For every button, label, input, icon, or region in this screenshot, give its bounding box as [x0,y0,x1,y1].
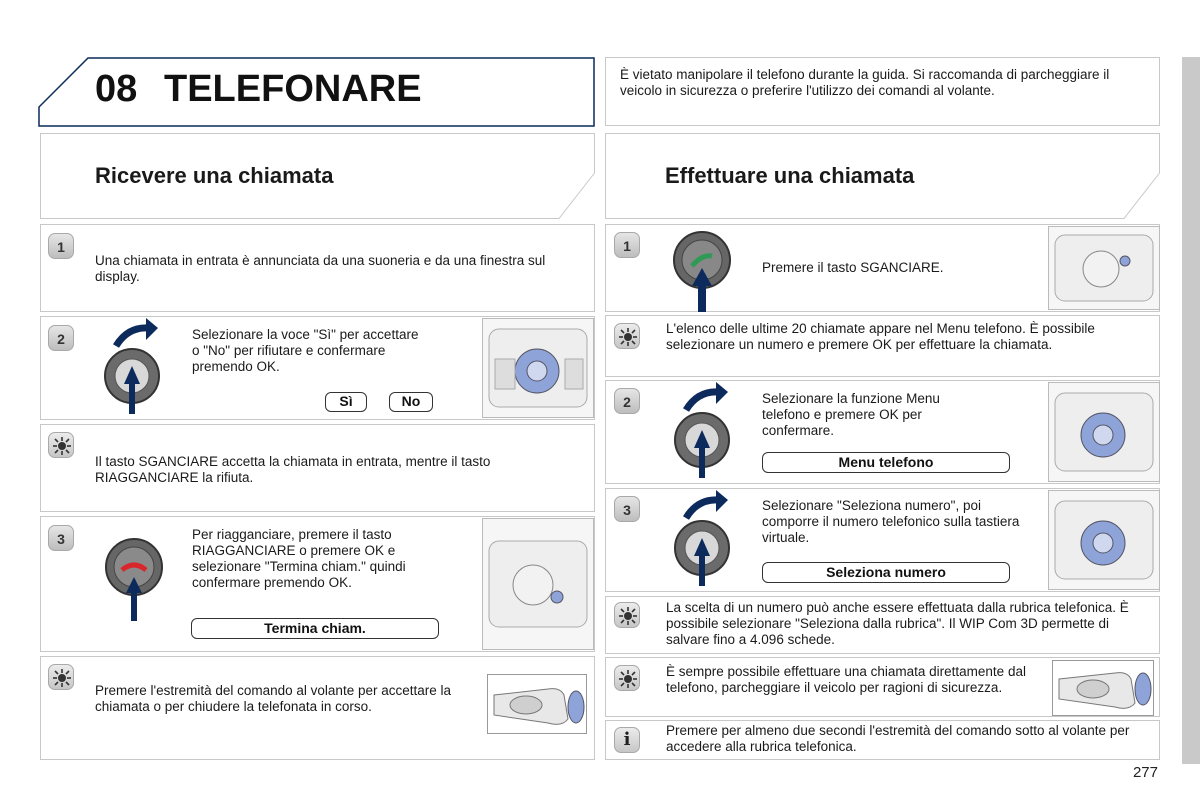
right-step2-text: Selezionare la funzione Menu telefono e premere OK per confermare. [762,391,940,438]
end-call-button[interactable]: Termina chiam. [191,618,439,639]
left-step3-text: Per riagganciare, premere il tasto RIAGGANCIARE o premere OK e selezionare "Termina chiam." quindi confermare premendo OK. [192,527,406,590]
steering-stalk-image [1052,660,1154,716]
left-step1-text: Una chiamata in entrata è annunciata da una suoneria e da una finestra sul display. [95,253,546,284]
tip-icon [614,323,640,349]
left-section-title: Ricevere una chiamata [95,163,334,188]
step-badge: 3 [614,496,640,522]
radio-panel-image [1048,226,1160,310]
right-info-text: Premere per almeno due secondi l'estremità del comando sotto al volante per accedere alla rubrica telefonica. [666,723,1130,754]
knob-rotate-icon [98,316,168,416]
radio-panel-image [1048,490,1160,590]
left-tip1-text: Il tasto SGANCIARE accetta la chiamata in entrata, mentre il tasto RIAGGANCIARE la rifiuta. [95,454,491,485]
no-button[interactable]: No [389,392,433,412]
page-number: 277 [1132,764,1158,781]
info-icon: i [614,727,640,753]
step-badge: 3 [48,525,74,551]
radio-panel-image [1048,382,1160,482]
hangup-button-icon [100,533,170,623]
tip-icon [614,665,640,691]
chapter-title: TELEFONARE [164,68,422,110]
yes-button[interactable]: Sì [325,392,367,412]
right-step1-text: Premere il tasto SGANCIARE. [762,260,944,275]
knob-rotate-icon [668,380,738,480]
right-tip1-text: L'elenco delle ultime 20 chiamate appare nel Menu telefono. È possibile selezionare un numero e premere OK per effettuare la chiamata. [666,321,1095,352]
chapter-number: 08 [95,68,138,110]
menu-phone-button[interactable]: Menu telefono [762,452,1010,473]
left-step2-text: Selezionare la voce "Sì" per accettare o "No" per rifiutare e confermare premendo OK. [192,327,419,374]
chapter-sidebar-tab [1182,57,1200,764]
right-step3-text: Selezionare "Seleziona numero", poi comporre il numero telefonico sulla tastiera virtuale. [762,498,1020,545]
step-badge: 2 [614,388,640,414]
step-badge: 2 [48,325,74,351]
right-section-title: Effettuare una chiamata [665,163,915,188]
steering-stalk-image [487,674,587,734]
knob-rotate-icon [668,488,738,588]
tip-icon [48,664,74,690]
warning-text: È vietato manipolare il telefono durante la guida. Si raccomanda di parcheggiare il veicolo in sicurezza o preferire l'utilizzo dei comandi al volante. [620,67,1110,98]
select-number-button[interactable]: Seleziona numero [762,562,1010,583]
step-badge: 1 [614,232,640,258]
radio-panel-image [482,518,594,650]
right-tip2-text: La scelta di un numero può anche essere effettuata dalla rubrica telefonica. È possibile selezionare "Seleziona dalla rubrica". Il WIP Com 3D permette di salvare fino a 4.096 schede. [666,600,1129,647]
radio-panel-image [482,318,594,418]
step-badge: 1 [48,233,74,259]
tip-icon [614,602,640,628]
left-tip2-text: Premere l'estremità del comando al volante per accettare la chiamata o per chiudere la telefonata in corso. [95,683,452,714]
pickup-button-icon [668,228,738,314]
right-tip3-text: È sempre possibile effettuare una chiamata direttamente dal telefono, parcheggiare il veicolo per ragioni di sicurezza. [666,664,1026,695]
tip-icon [48,432,74,458]
